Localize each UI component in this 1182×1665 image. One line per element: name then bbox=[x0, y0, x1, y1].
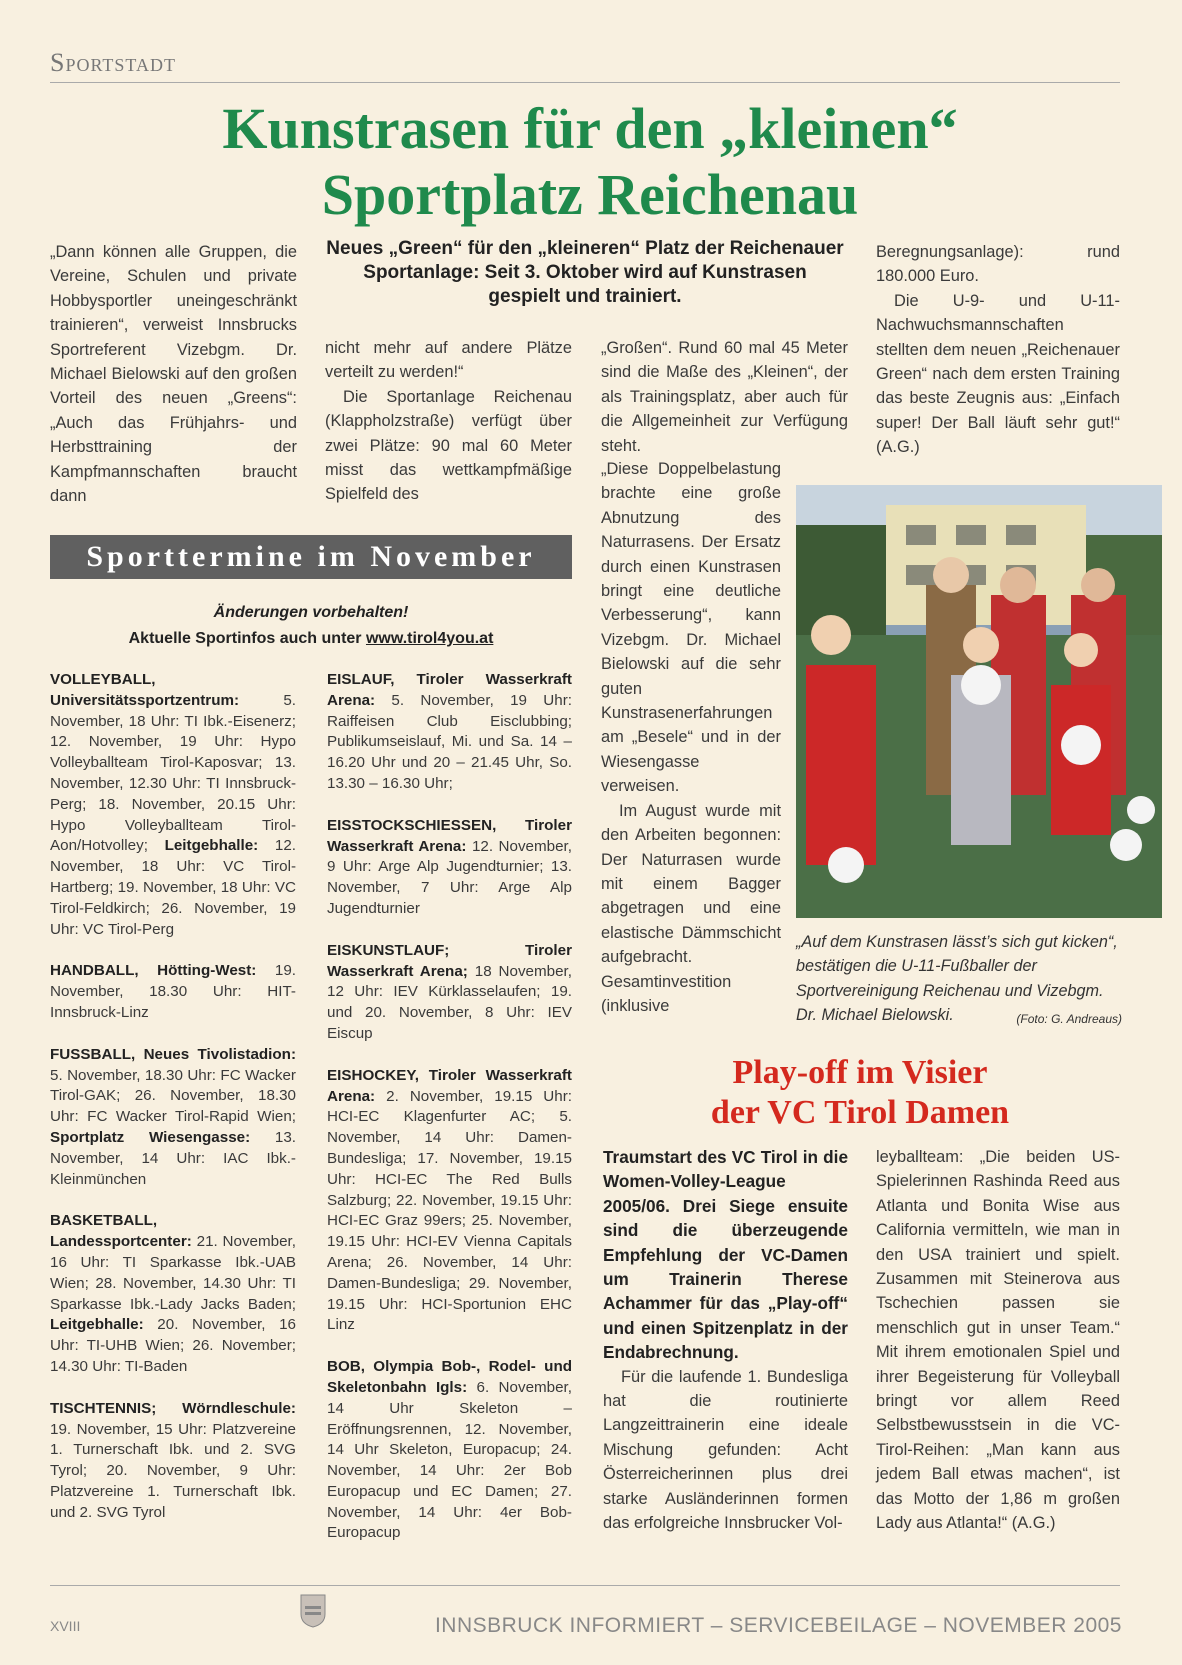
event-basketball-body2: 20. November, 16 Uhr: TI-UHB Wien; 26. November; 14.30 Uhr: TI-Baden bbox=[50, 1316, 296, 1375]
sporttermine-note2 bbox=[50, 626, 572, 652]
article2-headline-line1: Play-off im Visier bbox=[732, 1054, 988, 1091]
article1-col2-p2: Die Sportanlage Reichenau (Klappholzstraße) verfügt über zwei Plätze: 90 mal 60 Meter misst das wettkampfmäßige Spielfeld des bbox=[325, 387, 572, 504]
sporttermine-banner: Sporttermine im November bbox=[50, 535, 572, 579]
article1-col3-top bbox=[601, 336, 848, 458]
event-fussball bbox=[50, 1045, 296, 1191]
event-volleyball-body2: 12. November, 18 Uhr: VC Tirol-Hartberg; 19. November, 18 Uhr: VC Tirol-Feldkirch; 26. November, 19 Uhr: VC Tirol-Perg bbox=[50, 837, 296, 938]
article1-col1-text: „Dann können alle Gruppen, die Vereine, Schulen und private Hobbysportler uneingeschränkt trainieren“, verweist Innsbrucks Sportreferent Vizebgm. Dr. Michael Bielowski auf den großen Vorteil des neuen „Greens“: „Auch das Frühjahrs- und Herbsttraining der Kampfmannschaften braucht dann bbox=[50, 243, 297, 506]
event-handball-body: 19. November, 18.30 Uhr: HIT-Innsbruck-Linz bbox=[50, 962, 296, 1021]
tirol4you-link[interactable]: www.tirol4you.at bbox=[365, 630, 494, 647]
event-volleyball-head: VOLLEYBALL, Universitätssportzentrum: bbox=[50, 671, 240, 709]
event-basketball-head: BASKETBALL, Landessportcenter: bbox=[50, 1212, 192, 1251]
article2-headline bbox=[600, 1053, 1120, 1133]
article2-col2 bbox=[876, 1145, 1120, 1536]
main-headline bbox=[40, 96, 1140, 228]
article1-col1 bbox=[50, 240, 297, 508]
section-label: Sportstadt bbox=[50, 48, 176, 77]
sporttermine-note bbox=[50, 600, 572, 652]
event-eisstockschiessen bbox=[327, 816, 572, 920]
article2-col1 bbox=[603, 1145, 848, 1536]
event-bob-body: 6. November, 14 Uhr Skeleton – Eröffnungsrennen, 12. November, 14 Uhr Skeleton, Europacup; 24. November, 14 Uhr: 2er Bob Europacup und EC Damen; 27. November, 14 Uhr: 4er Bob-Europacup bbox=[327, 1378, 572, 1542]
article2-lead: Traumstart des VC Tirol in die Women-Volley-League 2005/06. Drei Siege ensuite sind die überzeugende Empfehlung der VC-Damen um Trainerin Therese Achammer für das „Play-off“ und einen Spitzenplatz in der Endabrechnung. bbox=[603, 1147, 848, 1363]
main-headline-line1: Kunstrasen für den „kleinen“ bbox=[222, 96, 958, 161]
article2-headline-line2: der VC Tirol Damen bbox=[710, 1094, 1010, 1131]
sporttermine-note2-prefix: Aktuelle Sportinfos auch unter bbox=[128, 630, 366, 647]
article1-col3-p1a: „Großen“. Rund 60 mal 45 Meter sind die Maße des „Kleinen“, der als Trainingsplatz, aber auch für die Allgemeinheit zur Verfügung steht. bbox=[601, 339, 848, 455]
event-bob bbox=[327, 1357, 572, 1544]
event-eislauf bbox=[327, 670, 572, 795]
event-basketball bbox=[50, 1211, 296, 1377]
event-handball bbox=[50, 961, 296, 1023]
event-basketball-body: 21. November, 16 Uhr: TI Sparkasse Ibk.-UAB Wien; 28. November, 14.30 Uhr: TI Sparkasse Ibk.-Lady Jacks Baden; bbox=[50, 1233, 296, 1313]
article1-col2-p1: nicht mehr auf andere Plätze verteilt zu werden!“ bbox=[325, 339, 572, 382]
event-eisstockschiessen-head: EISSTOCKSCHIESSEN, Tiroler Wasserkraft Arena: bbox=[327, 816, 572, 855]
sporttermine-left-col bbox=[50, 670, 296, 1544]
event-eishockey-body: 2. November, 19.15 Uhr: HCI-EC Klagenfurter AC; 5. November, 14 Uhr: Damen-Bundesliga; 17. November, 19.15 Uhr: HCI-EC The Red Bulls Salzburg; 22. November, 19.15 Uhr: HCI-EC Graz 99ers; 25. November, 19.15 Uhr: HCI-EV Vienna Capitals Arena; 26. November, 14 Uhr: Damen-Bundesliga; 29. November, 19.15 Uhr: HCI-Sportunion EHC Linz bbox=[327, 1087, 572, 1334]
event-eishockey-head: EISHOCKEY, Tiroler Wasserkraft Arena: bbox=[327, 1066, 572, 1105]
publication-name: INNSBRUCK INFORMIERT – SERVICEBEILAGE – NOVEMBER 2005 bbox=[434, 1614, 1122, 1637]
footer-rule bbox=[50, 1585, 1120, 1586]
article1-col3 bbox=[601, 457, 781, 1018]
article1-col3-p2: Im August wurde mit den Arbeiten begonnen: Der Naturrasen wurde mit einem Bagger abgetragen und eine elastische Dämmschicht aufgebracht. Gesamtinvestition (inklusive bbox=[601, 801, 781, 1015]
event-eislauf-head: EISLAUF, Tiroler Wasserkraft Arena: bbox=[327, 671, 572, 709]
sporttermine-right-col bbox=[327, 670, 572, 1565]
event-volleyball bbox=[50, 670, 296, 940]
event-eiskunstlauf-head: EISKUNSTLAUF; Tiroler Wasserkraft Arena; bbox=[327, 941, 572, 980]
event-eisstockschiessen-body: 12. November, 9 Uhr: Arge Alp Jugendturnier; 13. November, 7 Uhr: Arge Alp Jugendturnier bbox=[327, 837, 572, 917]
article2-col1-p2: Für die laufende 1. Bundesliga hat die routinierte Langzeittrainerin eine ideale Mischung gefunden: Acht Österreicherinnen plus drei starke Ausländerinnen formen das erfolgreiche Innsbrucker Vol- bbox=[603, 1367, 848, 1533]
event-fussball-body: 5. November, 18.30 Uhr: FC Wacker Tirol-GAK; 26. November, 18.30 Uhr: FC Wacker Tirol-Rapid Wien; bbox=[50, 1066, 296, 1126]
photo-caption-text: „Auf dem Kunstrasen lässt’s sich gut kicken“, bestätigen die U-11-Fußballer der Sportvereinigung Reichenau und Vizebgm. Dr. Michael Bielowski. bbox=[796, 933, 1118, 1025]
event-eislauf-body: 5. November, 19 Uhr: Raiffeisen Club Eisclubbing; Publikumseislauf, Mi. und Sa. 14 – 16.20 Uhr und 20 – 21.45 Uhr, So. 13.30 – 16.30 Uhr; bbox=[327, 691, 572, 792]
event-volleyball-body: 5. November, 18 Uhr: TI Ibk.-Eisenerz; 12. November, 19 Uhr: Hypo Volleyballteam Tirol-Kaposvar; 13. November, 12.30 Uhr: TI Innsbruck-Perg; 18. November, 20.15 Uhr: Hypo Volleyballteam Tirol-Aon/Hotvolley; bbox=[50, 691, 296, 855]
event-bob-head: BOB, Olympia Bob-, Rodel- und Skeletonbahn Igls: bbox=[327, 1358, 572, 1396]
event-eiskunstlauf-body: 18 November, 12 Uhr: IEV Kürklasselaufen; 19. und 20. November, 8 Uhr: IEV Eiscup bbox=[327, 962, 572, 1042]
football-photo-image bbox=[796, 485, 1162, 918]
event-fussball-body2: 13. November, 14 Uhr: IAC Ibk.-Kleinmünchen bbox=[50, 1128, 296, 1188]
event-tischtennis-head: TISCHTENNIS; Wörndleschule: bbox=[50, 1399, 296, 1417]
article1-col2 bbox=[325, 336, 572, 507]
article1-col4 bbox=[876, 240, 1120, 460]
header-rule bbox=[50, 82, 1120, 83]
article2-col2-text: leyballteam: „Die beiden US-Spielerinnen Rashinda Reed aus Atlanta und Bonita Wise aus California vermitteln, wie man in den USA trainiert und spielt. Zusammen mit Steinerova aus Tschechien passen sie menschlich gut in unser Team.“ Mit ihrem emotionalen Spiel und ihrer Begeisterung für Volleyball bringt vor allem Reed Selbstbewusstsein in die VC-Tirol-Reihen: „Man kann aus jedem Ball etwas machen“, ist das Motto der 1,86 m großen Lady aus Atlanta!“ (A.G.) bbox=[876, 1148, 1120, 1533]
event-fussball-head: FUSSBALL, Neues Tivolistadion: bbox=[50, 1045, 296, 1063]
event-eiskunstlauf bbox=[327, 941, 572, 1045]
photo-caption bbox=[796, 930, 1122, 1032]
sporttermine-note1: Änderungen vorbehalten! bbox=[213, 604, 409, 621]
main-headline-line2: Sportplatz Reichenau bbox=[321, 162, 859, 227]
football-photo bbox=[796, 485, 1162, 918]
article1-subhead: Neues „Green“ für den „kleineren“ Platz der Reichenauer Sportanlage: Seit 3. Oktober wird auf Kunstrasen gespielt und trainiert. bbox=[326, 238, 844, 307]
event-tischtennis bbox=[50, 1399, 296, 1524]
event-fussball-head2: Sportplatz Wiesengasse: bbox=[50, 1128, 251, 1146]
event-handball-head: HANDBALL, Hötting-West: bbox=[50, 962, 257, 980]
event-basketball-head2: Leitgebhalle: bbox=[50, 1316, 144, 1334]
innsbruck-crest-icon bbox=[300, 1594, 326, 1634]
article1-col4-p2: Die U-9- und U-11-Nachwuchsmannschaften stellten dem neuen „Reichenauer Green“ nach dem ersten Training das beste Zeugnis aus: „Einfach super! Der Ball läuft sehr gut!“ (A.G.) bbox=[876, 291, 1120, 457]
page-number: XVIII bbox=[50, 1618, 81, 1634]
article1-col3-p1: „Diese Doppelbelastung brachte eine große Abnutzung des Naturrasens. Der Ersatz durch einen Kunstrasen bringt eine deutliche Verbesserung“, kann Vizebgm. Dr. Michael Bielowski auf die sehr guten Kunstrasenerfahrungen am „Besele“ und in der Wiesengasse verweisen. bbox=[601, 460, 781, 796]
photo-credit: (Foto: G. Andreaus) bbox=[1016, 1012, 1122, 1027]
article1-col4-p1: Beregnungsanlage): rund 180.000 Euro. bbox=[876, 243, 1120, 286]
event-volleyball-head2: Leitgebhalle: bbox=[164, 837, 259, 855]
event-eishockey bbox=[327, 1066, 572, 1336]
event-tischtennis-body: 19. November, 15 Uhr: Platzvereine 1. Turnerschaft Ibk. und 2. SVG Tyrol; 20. November, 9 Uhr: Platzvereine 1. Turnerschaft Ibk. und 2. SVG Tyrol bbox=[50, 1420, 296, 1521]
